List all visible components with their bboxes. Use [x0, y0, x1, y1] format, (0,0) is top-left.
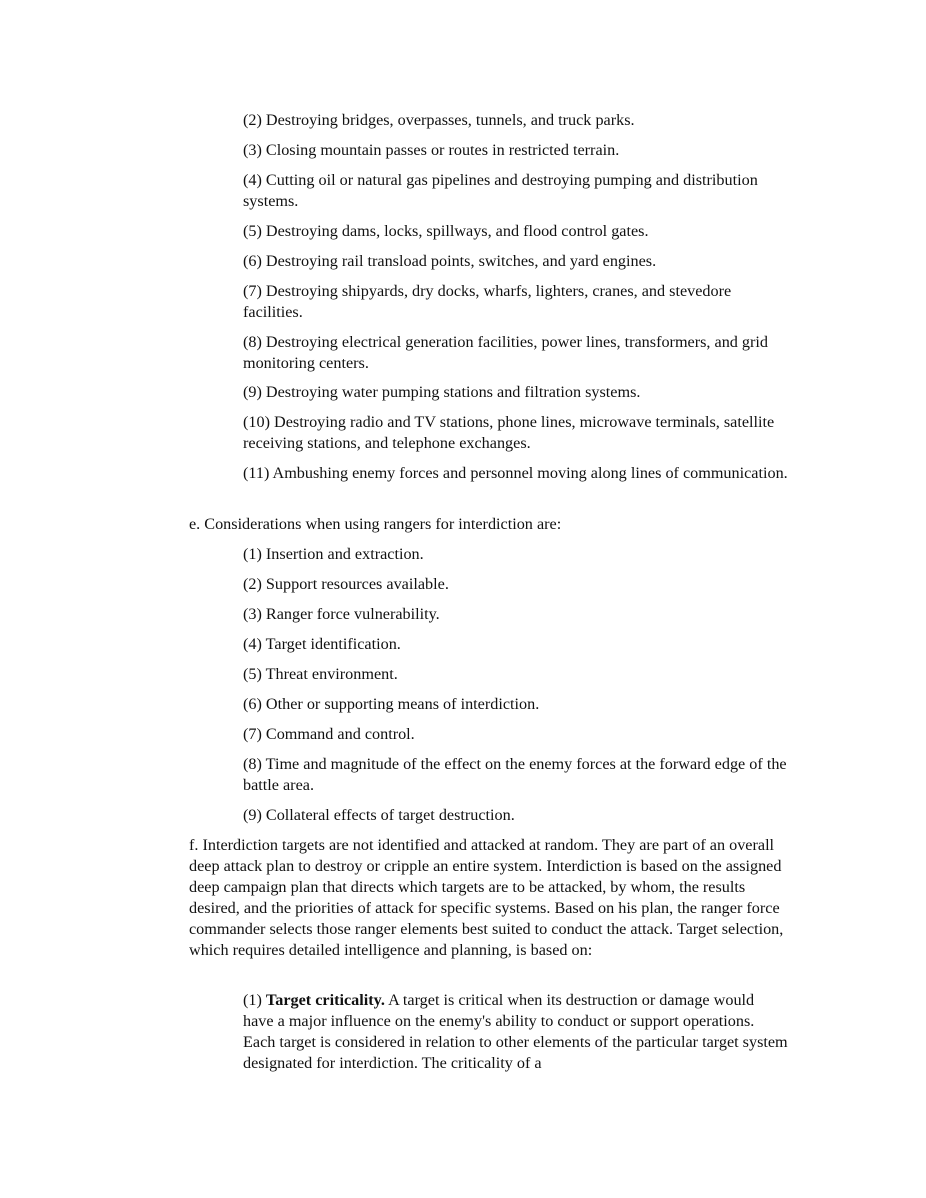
list-item-e8: (8) Time and magnitude of the effect on the enemy forces at the forward edge of the battle area.: [243, 755, 787, 794]
item-heading: Target criticality.: [265, 991, 385, 1009]
list-item-d7: (7) Destroying shipyards, dry docks, wharfs, lighters, cranes, and stevedore facilities.: [243, 282, 732, 321]
list-item-e5: (5) Threat environment.: [243, 665, 398, 683]
list-item-e4: (4) Target identification.: [243, 635, 401, 653]
list-item-d2: (2) Destroying bridges, overpasses, tunnels, and truck parks.: [243, 111, 635, 129]
paragraph-e: e. Considerations when using rangers for interdiction are:: [189, 515, 562, 533]
list-item-d4: (4) Cutting oil or natural gas pipelines and destroying pumping and distribution systems.: [243, 171, 758, 210]
list-item-e9: (9) Collateral effects of target destruction.: [243, 806, 515, 824]
list-item-d3: (3) Closing mountain passes or routes in restricted terrain.: [243, 141, 620, 159]
paragraph-f: f. Interdiction targets are not identified and attacked at random. They are part of an overall deep attack plan to destroy or cripple an entire system. Interdiction is based on the assigned deep campaign plan that directs which targets are to be attacked, by whom, the results desired, and the priorities of attack for specific systems. Based on his plan, the ranger force commander selects those ranger elements best suited to conduct the attack. Target selection, which requires detailed intelligence and planning, is based on:: [189, 836, 784, 959]
list-item-d11: (11) Ambushing enemy forces and personnel moving along lines of communication.: [243, 464, 788, 482]
list-item-f1: [243, 990, 788, 1074]
item-text: A target is critical when its destruction or damage would have a major influence on the enemy's ability to conduct or support operations. Each target is considered in relation to other elements of the particular target system designated for interdiction. The criticality of a: [243, 991, 788, 1072]
list-item-d10: (10) Destroying radio and TV stations, phone lines, microwave terminals, satellite receiving stations, and telephone exchanges.: [243, 413, 775, 452]
list-item-d8: (8) Destroying electrical generation facilities, power lines, transformers, and grid monitoring centers.: [243, 333, 769, 372]
list-item-d9: (9) Destroying water pumping stations and filtration systems.: [243, 383, 641, 401]
list-item-e6: (6) Other or supporting means of interdiction.: [243, 695, 540, 713]
list-item-e7: (7) Command and control.: [243, 725, 415, 743]
list-item-d5: (5) Destroying dams, locks, spillways, and flood control gates.: [243, 222, 649, 240]
list-item-d6: (6) Destroying rail transload points, switches, and yard engines.: [243, 252, 657, 270]
list-item-e2: (2) Support resources available.: [243, 575, 449, 593]
list-item-e3: (3) Ranger force vulnerability.: [243, 605, 440, 623]
list-item-e1: (1) Insertion and extraction.: [243, 545, 424, 563]
item-number: (1): [243, 991, 262, 1009]
